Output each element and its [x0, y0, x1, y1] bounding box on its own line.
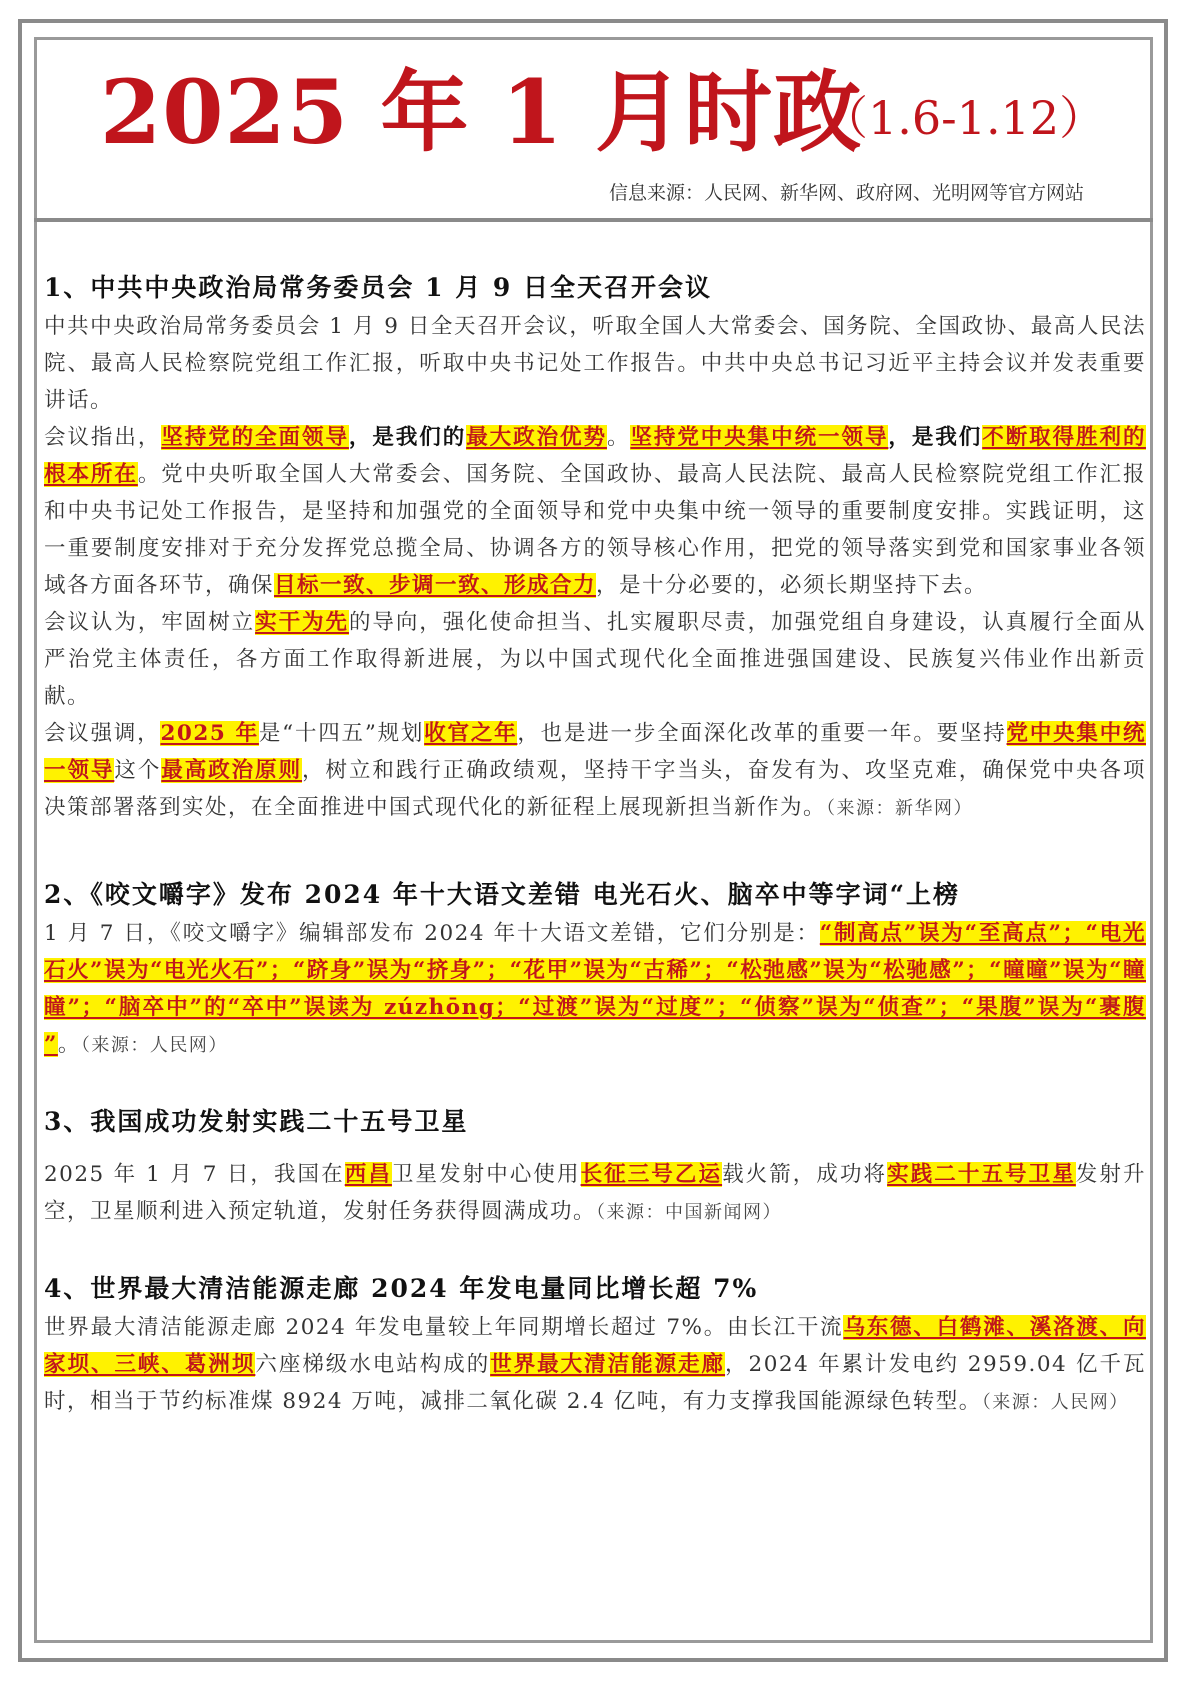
section-title: 3、我国成功发射实践二十五号卫星	[44, 1107, 469, 1136]
text-run: 。	[57, 1032, 81, 1057]
source-note: （来源：中国新闻网）	[596, 1202, 783, 1223]
highlight-phrase: 最高政治原则	[161, 758, 303, 783]
text-run: 卫星发射中心使用	[391, 1162, 581, 1187]
section-paragraph	[44, 308, 1146, 419]
text-run: 载火箭，成功将	[722, 1162, 888, 1187]
section-title: 2、《咬文嚼字》发布 2024 年十大语文差错 电光石火、脑卒中等字词“上榜	[44, 880, 960, 909]
highlight-phrase: 乌东德、白鹤滩、溪洛渡、向家坝、三峡、葛洲坝	[44, 1315, 1146, 1377]
highlight-phrase: “制高点”误为“至高点”；“电光石火”误为“电光火石”；“跻身”误为“挤身”；“花甲”误为“古稀”；“松弛感”误为“松驰感”；“曈曈”误为“瞳瞳”；“脑卒中”的“卒中”误读为 zúzhōng；“过渡”误为“过度”；“侦察”误为“侦查”；“果腹”误为“裹腹 ”	[44, 921, 1146, 1057]
text-run: 中共中央政治局常务委员会 1 月 9 日全天召开会议，听取全国人大常委会、国务院、全国政协、最高人民法院、最高人民检察院党组工作汇报，听取中央书记处工作报告。中共中央总书记习近平主持会议并发表重要讲话。	[44, 314, 1146, 413]
highlight-phrase: 世界最大清洁能源走廊	[490, 1352, 726, 1377]
bold-phrase: ，是我们	[888, 425, 983, 450]
source-note: （来源：新华网）	[826, 798, 974, 819]
highlight-phrase: 坚持党的全面领导	[161, 425, 349, 450]
text-run: 会议认为，牢固树立	[44, 610, 256, 635]
highlight-phrase: 实践二十五号卫星	[887, 1162, 1076, 1187]
date-range: （1.6-1.12）	[822, 91, 1106, 145]
highlight-phrase: 实干为先	[255, 610, 349, 635]
text-run: 六座梯级水电站构成的	[255, 1352, 491, 1377]
text-run: ，也是进一步全面深化改革的重要一年。要坚持	[517, 721, 1007, 746]
text-run: 1 月 7 日，《咬文嚼字》编辑部发布 2024 年十大语文差错，它们分别是：	[44, 921, 820, 946]
section-paragraph	[44, 604, 1146, 715]
highlight-phrase: 坚持党中央集中统一领导	[630, 425, 889, 450]
text-run: 。	[606, 425, 631, 450]
section-paragraph	[44, 1309, 1146, 1421]
section-title: 4、世界最大清洁能源走廊 2024 年发电量同比增长超 7%	[44, 1274, 759, 1303]
bold-phrase: ，是我们的	[348, 425, 467, 450]
text-run: ，是十分必要的，必须长期坚持下去。	[596, 573, 988, 598]
section-paragraph	[44, 419, 1146, 604]
highlight-phrase: 党中央集中统一领导	[44, 721, 1146, 783]
page-title: 2025 年 1 月时政	[100, 60, 863, 164]
section-paragraph	[44, 1156, 1146, 1231]
text-run: 的导向，强化使命担当、扎实履职尽责，加强党组自身建设，认真履行全面从严治党主体责任，各方面工作取得新进展，为以中国式现代化全面推进强国建设、民族复兴伟业作出新贡献。	[44, 610, 1146, 709]
section-paragraph	[44, 715, 1146, 827]
spacer	[44, 1142, 1146, 1156]
news-section-1	[44, 268, 1146, 827]
content-area	[44, 268, 1146, 1421]
text-run: 这个	[114, 758, 162, 783]
text-run: 发射升空，卫星顺利进入预定轨道，发射任务获得圆满成功。	[44, 1162, 1146, 1224]
text-run: 。党中央听取全国人大常委会、国务院、全国政协、最高人民法院、最高人民检察院党组工作汇报和中央书记处工作报告，是坚持和加强党的全面领导和党中央集中统一领导的重要制度安排。实践证明，这一重要制度安排对于充分发挥党总揽全局、协调各方的领导核心作用，把党的领导落实到党和国家事业各领域各方面各环节，确保	[44, 462, 1146, 598]
text-run: 会议强调，	[44, 721, 161, 746]
text-run: 世界最大清洁能源走廊 2024 年发电量较上年同期增长超过 7%。由长江干流	[44, 1315, 844, 1340]
info-source: 信息来源：人民网、新华网、政府网、光明网等官方网站	[608, 182, 1084, 204]
news-section-4	[44, 1269, 1146, 1421]
highlight-phrase: 2025 年	[160, 721, 259, 746]
highlight-phrase: 收官之年	[424, 721, 518, 746]
text-run: ，2024 年累计发电约 2959.04 亿千瓦时，相当于节约标准煤 8924 万吨，减排二氧化碳 2.4 亿吨，有力支撑我国能源绿色转型。	[44, 1352, 1146, 1414]
section-paragraph	[44, 915, 1146, 1064]
highlight-phrase: 不断取得胜利的根本所在	[44, 425, 1146, 487]
highlight-phrase: 最大政治优势	[466, 425, 607, 450]
text-run: 会议指出，	[44, 425, 162, 450]
header-divider	[34, 218, 1153, 222]
source-note: （来源：人民网）	[981, 1392, 1129, 1413]
text-run: 2025 年 1 月 7 日，我国在	[44, 1162, 345, 1187]
text-run: 是“十四五”规划	[258, 721, 425, 746]
text-run: ，树立和践行正确政绩观，坚持干字当头，奋发有为、攻坚克难，确保党中央各项决策部署落到实处，在全面推进中国式现代化的新征程上展现新担当新作为。	[44, 758, 1146, 820]
news-section-3	[44, 1102, 1146, 1231]
source-note: （来源：人民网）	[80, 1035, 228, 1056]
highlight-phrase: 西昌	[344, 1162, 392, 1187]
section-title: 1、中共中央政治局常务委员会 1 月 9 日全天召开会议	[44, 273, 713, 302]
news-section-2	[44, 875, 1146, 1064]
highlight-phrase: 长征三号乙运	[580, 1162, 723, 1187]
highlight-phrase: 目标一致、步调一致、形成合力	[274, 573, 597, 598]
